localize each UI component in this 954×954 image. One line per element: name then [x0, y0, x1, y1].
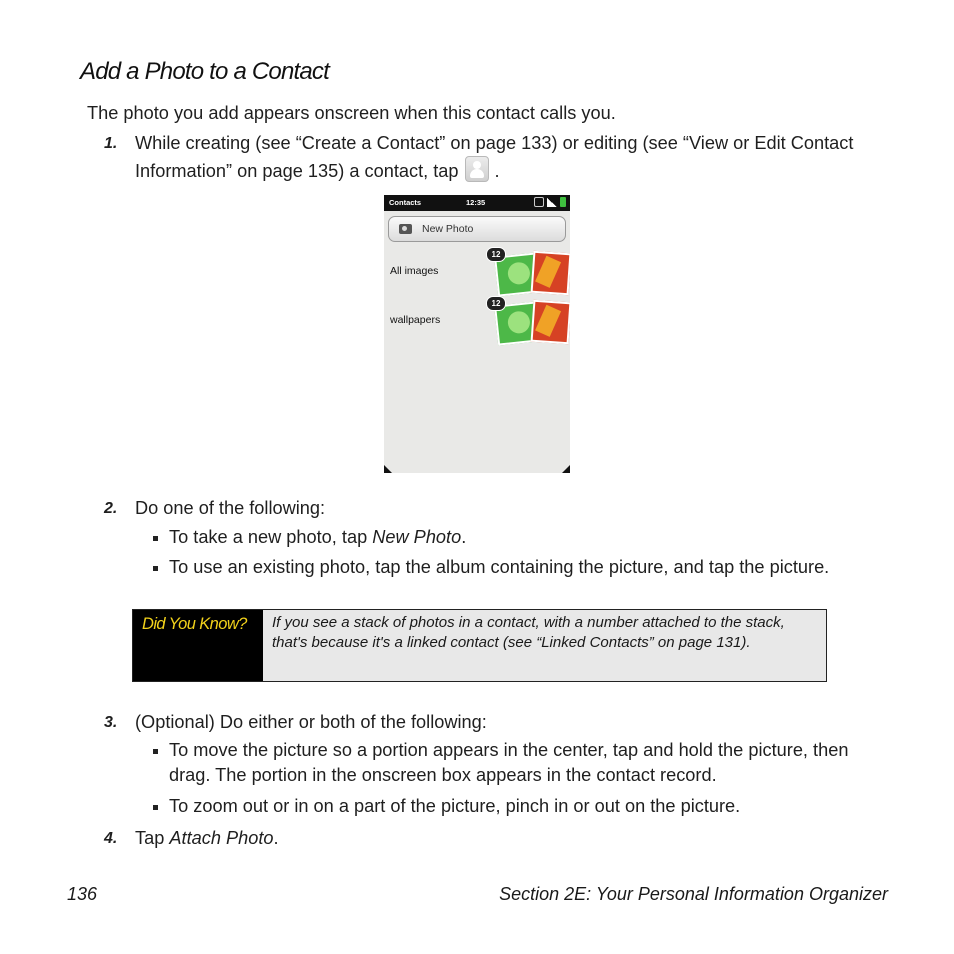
screen-corner: [562, 465, 570, 473]
phone-screenshot: [384, 195, 570, 473]
step-1: [104, 131, 864, 183]
section-footer: Section 2E: Your Personal Information Organizer: [499, 884, 888, 904]
step-text: Do one of the following:: [135, 498, 326, 518]
step-number: 2.: [104, 500, 118, 517]
step-text: While creating (see “Create a Contact” on page 133) or editing (see “View or Edit Contact Information” on page 135) a contact, tap: [135, 133, 854, 181]
did-you-know-box: [132, 609, 827, 682]
step-text: Tap: [135, 828, 165, 848]
signal-icon: [547, 198, 557, 207]
step-emphasis: Attach Photo: [169, 828, 274, 848]
album-label-all-images[interactable]: All images: [390, 265, 439, 277]
bullet-text: To take a new photo, tap: [169, 527, 368, 547]
step-text-end: .: [273, 828, 279, 848]
did-you-know-heading: Did You Know?: [142, 615, 247, 633]
bullet-icon: [153, 536, 158, 541]
step-number: 4.: [104, 830, 118, 847]
bullet-text: To move the picture so a portion appears in the center, tap and hold the picture, then drag. The portion in the onscreen box appears in the contact record.: [169, 740, 849, 785]
clock: 12:35: [466, 198, 486, 207]
photo-count-badge: 12: [486, 296, 506, 311]
bullet-item: [153, 738, 873, 790]
page-number: 136: [67, 884, 98, 904]
step-3: [104, 710, 864, 736]
intro-paragraph: The photo you add appears onscreen when this contact calls you.: [87, 103, 616, 123]
album-label-wallpapers[interactable]: wallpapers: [390, 314, 441, 326]
did-you-know-header: [133, 610, 263, 681]
step-2: [104, 496, 864, 522]
album-thumbnail-all-images[interactable]: [488, 250, 568, 292]
new-photo-button[interactable]: [388, 216, 566, 242]
bullet-icon: [153, 566, 158, 571]
photo-thumbnail: [531, 300, 570, 345]
bullet-item: [153, 525, 873, 551]
bullet-icon: [153, 749, 158, 754]
new-photo-label: New Photo: [422, 223, 474, 235]
bullet-item: [153, 555, 873, 581]
did-you-know-text: If you see a stack of photos in a contact, with a number attached to the stack, that's because it's a linked contact (see “Linked Contacts” on page 131).: [272, 614, 785, 651]
battery-icon: [560, 197, 566, 207]
step-text-end: .: [494, 161, 500, 181]
status-bar: [384, 195, 570, 211]
album-thumbnail-wallpapers[interactable]: [488, 299, 568, 341]
step-text: (Optional) Do either or both of the following:: [135, 712, 487, 732]
screen-corner: [384, 465, 392, 473]
bullet-text: To use an existing photo, tap the album containing the picture, and tap the picture.: [169, 557, 830, 577]
network-icon: [534, 197, 544, 207]
camera-icon: [399, 224, 412, 234]
step-number: 1.: [104, 135, 118, 152]
bullet-icon: [153, 805, 158, 810]
bullet-emphasis: New Photo: [372, 527, 462, 547]
page-title: Add a Photo to a Contact: [80, 58, 329, 85]
photo-thumbnail: [531, 251, 570, 296]
bullet-text: To zoom out or in on a part of the picture, pinch in or out on the picture.: [169, 796, 741, 816]
app-menu-label[interactable]: Contacts: [389, 198, 422, 207]
bullet-text-end: .: [461, 527, 467, 547]
bullet-item: [153, 794, 873, 820]
photo-count-badge: 12: [486, 247, 506, 262]
contact-photo-icon: [465, 156, 489, 182]
step-number: 3.: [104, 714, 118, 731]
step-4: [104, 826, 864, 852]
